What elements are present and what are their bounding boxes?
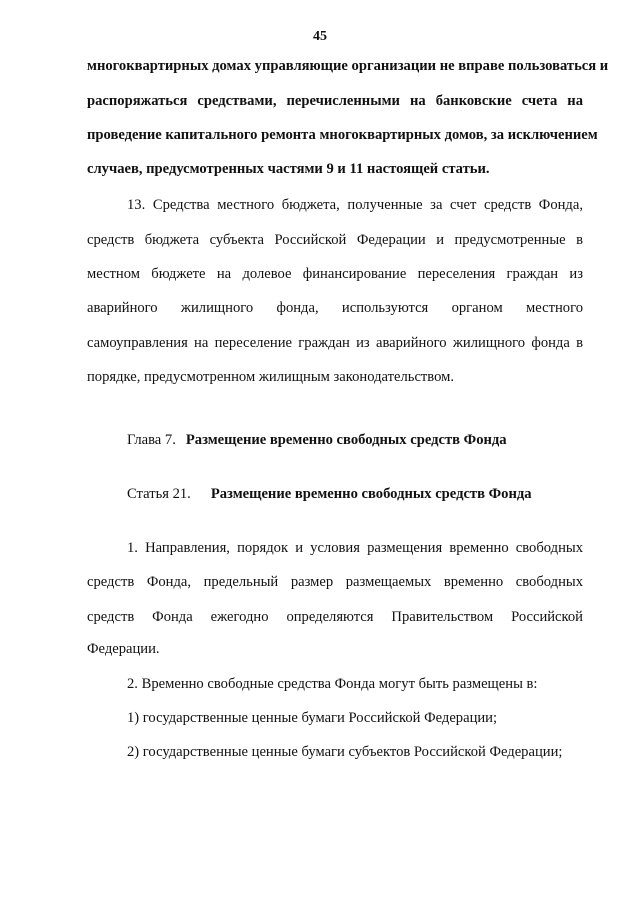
paragraph-13-line-1: 13. Средства местного бюджета, полученные за счет средств Фонда, xyxy=(127,197,583,213)
paragraph-13-line-4: аварийного жилищного фонда, используются органом местного xyxy=(87,300,583,316)
chapter-label: Глава 7. xyxy=(127,432,176,448)
continued-paragraph-line-3: проведение капитального ремонта многоквартирных домов, за исключением xyxy=(87,127,598,143)
paragraph-13-line-5: самоуправления на переселение граждан из аварийного жилищного фонда в xyxy=(87,335,583,351)
paragraph-1-line-2: средств Фонда, предельный размер размещаемых временно свободных xyxy=(87,574,583,590)
chapter-heading xyxy=(127,431,507,449)
paragraph-2: 2. Временно свободные средства Фонда могут быть размещены в: xyxy=(127,676,538,692)
paragraph-1-line-1: 1. Направления, порядок и условия размещения временно свободных xyxy=(127,540,583,556)
paragraph-1-line-4: Федерации. xyxy=(87,641,160,657)
page-number: 45 xyxy=(313,29,327,44)
continued-paragraph-line-2: распоряжаться средствами, перечисленными на банковские счета на xyxy=(87,93,583,109)
list-item-1: 1) государственные ценные бумаги Российской Федерации; xyxy=(127,710,498,726)
paragraph-13-line-2: средств бюджета субъекта Российской Федерации и предусмотренные в xyxy=(87,232,583,248)
paragraph-13-line-3: местном бюджете на долевое финансирование переселения граждан из xyxy=(87,266,583,282)
article-label: Статья 21. xyxy=(127,486,191,502)
paragraph-13-line-6: порядке, предусмотренном жилищным законодательством. xyxy=(87,369,454,385)
article-title: Размещение временно свободных средств Фонда xyxy=(210,486,532,502)
chapter-title: Размещение временно свободных средств Фонда xyxy=(185,432,507,448)
article-heading xyxy=(127,485,532,503)
continued-paragraph-line-1: многоквартирных домах управляющие организации не вправе пользоваться и xyxy=(87,58,609,74)
paragraph-1-line-3: средств Фонда ежегодно определяются Правительством Российской xyxy=(87,609,583,625)
continued-paragraph-line-4: случаев, предусмотренных частями 9 и 11 настоящей статьи. xyxy=(87,161,490,177)
list-item-2: 2) государственные ценные бумаги субъектов Российской Федерации; xyxy=(127,744,563,760)
